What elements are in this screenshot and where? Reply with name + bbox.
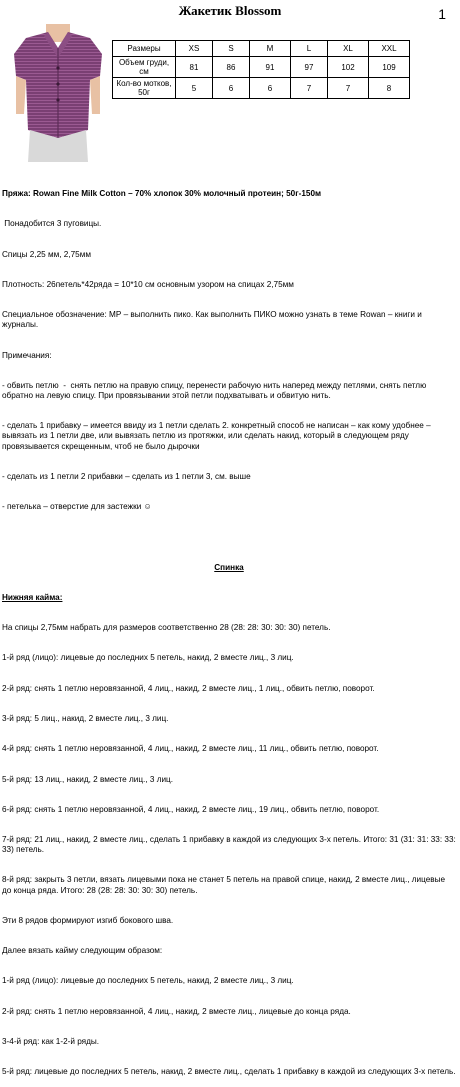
- table-cell: Размеры: [113, 41, 176, 57]
- section-subtitle: Нижняя кайма:: [2, 592, 63, 602]
- page-number: 1: [438, 6, 446, 22]
- cardigan-photo: [6, 22, 110, 162]
- table-cell: Объем груди, см: [113, 57, 176, 78]
- table-cell: XL: [328, 41, 369, 57]
- table-cell: 7: [328, 78, 369, 99]
- gauge-line: Плотность: 26петель*42ряда = 10*10 см основным узором на спицах 2,75мм: [2, 280, 294, 290]
- table-cell: 5: [176, 78, 213, 99]
- spacer: [2, 532, 456, 542]
- notes-title: Примечания:: [2, 350, 52, 360]
- instruction-line: 3-й ряд: 5 лиц., накид, 2 вместе лиц., 3 лиц.: [2, 713, 169, 723]
- table-row: [113, 78, 410, 99]
- instruction-line: 1-й ряд (лицо): лицевые до последних 5 петель, накид, 2 вместе лиц., 3 лиц.: [2, 976, 294, 986]
- table-cell: S: [213, 41, 250, 57]
- table-cell: 6: [250, 78, 291, 99]
- instruction-line: Эти 8 рядов формируют изгиб бокового шва.: [2, 915, 174, 925]
- buttons-line: Понадобится 3 пуговицы.: [2, 219, 102, 229]
- table-cell: Кол-во мотков, 50г: [113, 78, 176, 99]
- table-cell: M: [250, 41, 291, 57]
- needles-line: Спицы 2,25 мм, 2,75мм: [2, 249, 91, 259]
- pattern-text: [2, 169, 459, 1087]
- table-cell: 109: [369, 57, 410, 78]
- table-cell: 91: [250, 57, 291, 78]
- yarn-line: Пряжа: Rowan Fine Milk Cotton – 70% хлопок 30% молочный протеин; 50г-150м: [2, 189, 322, 199]
- table-row: [113, 57, 410, 78]
- instruction-line: 5-й ряд: 13 лиц., накид, 2 вместе лиц., 3 лиц.: [2, 774, 174, 784]
- instruction-line: 5-й ряд: лицевые до последних 5 петель, накид, 2 вместе лиц., сделать 1 прибавку в каждой из следующих 3-х петель.: [2, 1067, 456, 1077]
- table-cell: L: [291, 41, 328, 57]
- cardigan-illustration: [6, 22, 110, 162]
- special-note: Специальное обозначение: МР – выполнить пико. Как выполнить ПИКО можно узнать в теме Rowan – книги и журналы.: [2, 310, 425, 330]
- table-cell: XXL: [369, 41, 410, 57]
- instruction-line: 8-й ряд: закрыть 3 петли, вязать лицевыми пока не станет 5 петель на правой спице, накид, 2 вместе лиц., лицевые до конца ряда. Итого: 28 (28: 28: 30: 30: 30) петель.: [2, 875, 448, 895]
- instruction-line: 2-й ряд: снять 1 петлю неровязанной, 4 лиц., накид, 2 вместе лиц., 1 лиц., обвить петлю, поворот.: [2, 683, 375, 693]
- instruction-line: 4-й ряд: снять 1 петлю неровязанной, 4 лиц., накид, 2 вместе лиц., 11 лиц., обвить петлю, поворот.: [2, 744, 379, 754]
- table-cell: XS: [176, 41, 213, 57]
- document-title: Жакетик Blossom: [178, 3, 282, 18]
- instruction-line: На спицы 2,75мм набрать для размеров соответственно 28 (28: 28: 30: 30: 30) петель.: [2, 623, 331, 633]
- table-cell: 102: [328, 57, 369, 78]
- instruction-line: 3-4-й ряд: как 1-2-й ряды.: [2, 1036, 100, 1046]
- instruction-line: Далее вязать кайму следующим образом:: [2, 946, 163, 956]
- table-cell: 86: [213, 57, 250, 78]
- section-title: Спинка: [214, 562, 244, 572]
- instruction-line: 1-й ряд (лицо): лицевые до последних 5 петель, накид, 2 вместе лиц., 3 лиц.: [2, 653, 294, 663]
- size-table: [112, 40, 410, 99]
- note-item: - петелька – отверстие для застежки ☺: [2, 502, 152, 512]
- table-row: [113, 41, 410, 57]
- note-item: - сделать из 1 петли 2 прибавки – сделать из 1 петли 3, см. выше: [2, 471, 251, 481]
- instruction-line: 7-й ряд: 21 лиц., накид, 2 вместе лиц., сделать 1 прибавку в каждой из следующих 3-х петель. Итого: 31 (31: 31: 33: 33: 33) петель.: [2, 835, 459, 855]
- instruction-line: 2-й ряд: снять 1 петлю неровязанной, 4 лиц., накид, 2 вместе лиц., лицевые до конца ряда.: [2, 1006, 351, 1016]
- table-cell: 6: [213, 78, 250, 99]
- table-cell: 7: [291, 78, 328, 99]
- note-item: - обвить петлю - снять петлю на правую спицу, перенести рабочую нить наперед между петлями, снять петлю обратно на левую спицу. При провязывании этой петли подхватывать и обвитую нить.: [2, 380, 429, 401]
- note-item: - сделать 1 прибавку – имеется ввиду из 1 петли сделать 2. конкретный способ не написан – как кому удобнее – вывязать из 1 петли две, или вывязать петлю из протяжки, или сделать накид, который в следующем ряду провязывается скрещенным, чтоб не было дырочки: [2, 421, 433, 451]
- table-cell: 81: [176, 57, 213, 78]
- instruction-line: 6-й ряд: снять 1 петлю неровязанной, 4 лиц., накид, 2 вместе лиц., 19 лиц., обвить петлю, поворот.: [2, 804, 380, 814]
- table-cell: 8: [369, 78, 410, 99]
- table-cell: 97: [291, 57, 328, 78]
